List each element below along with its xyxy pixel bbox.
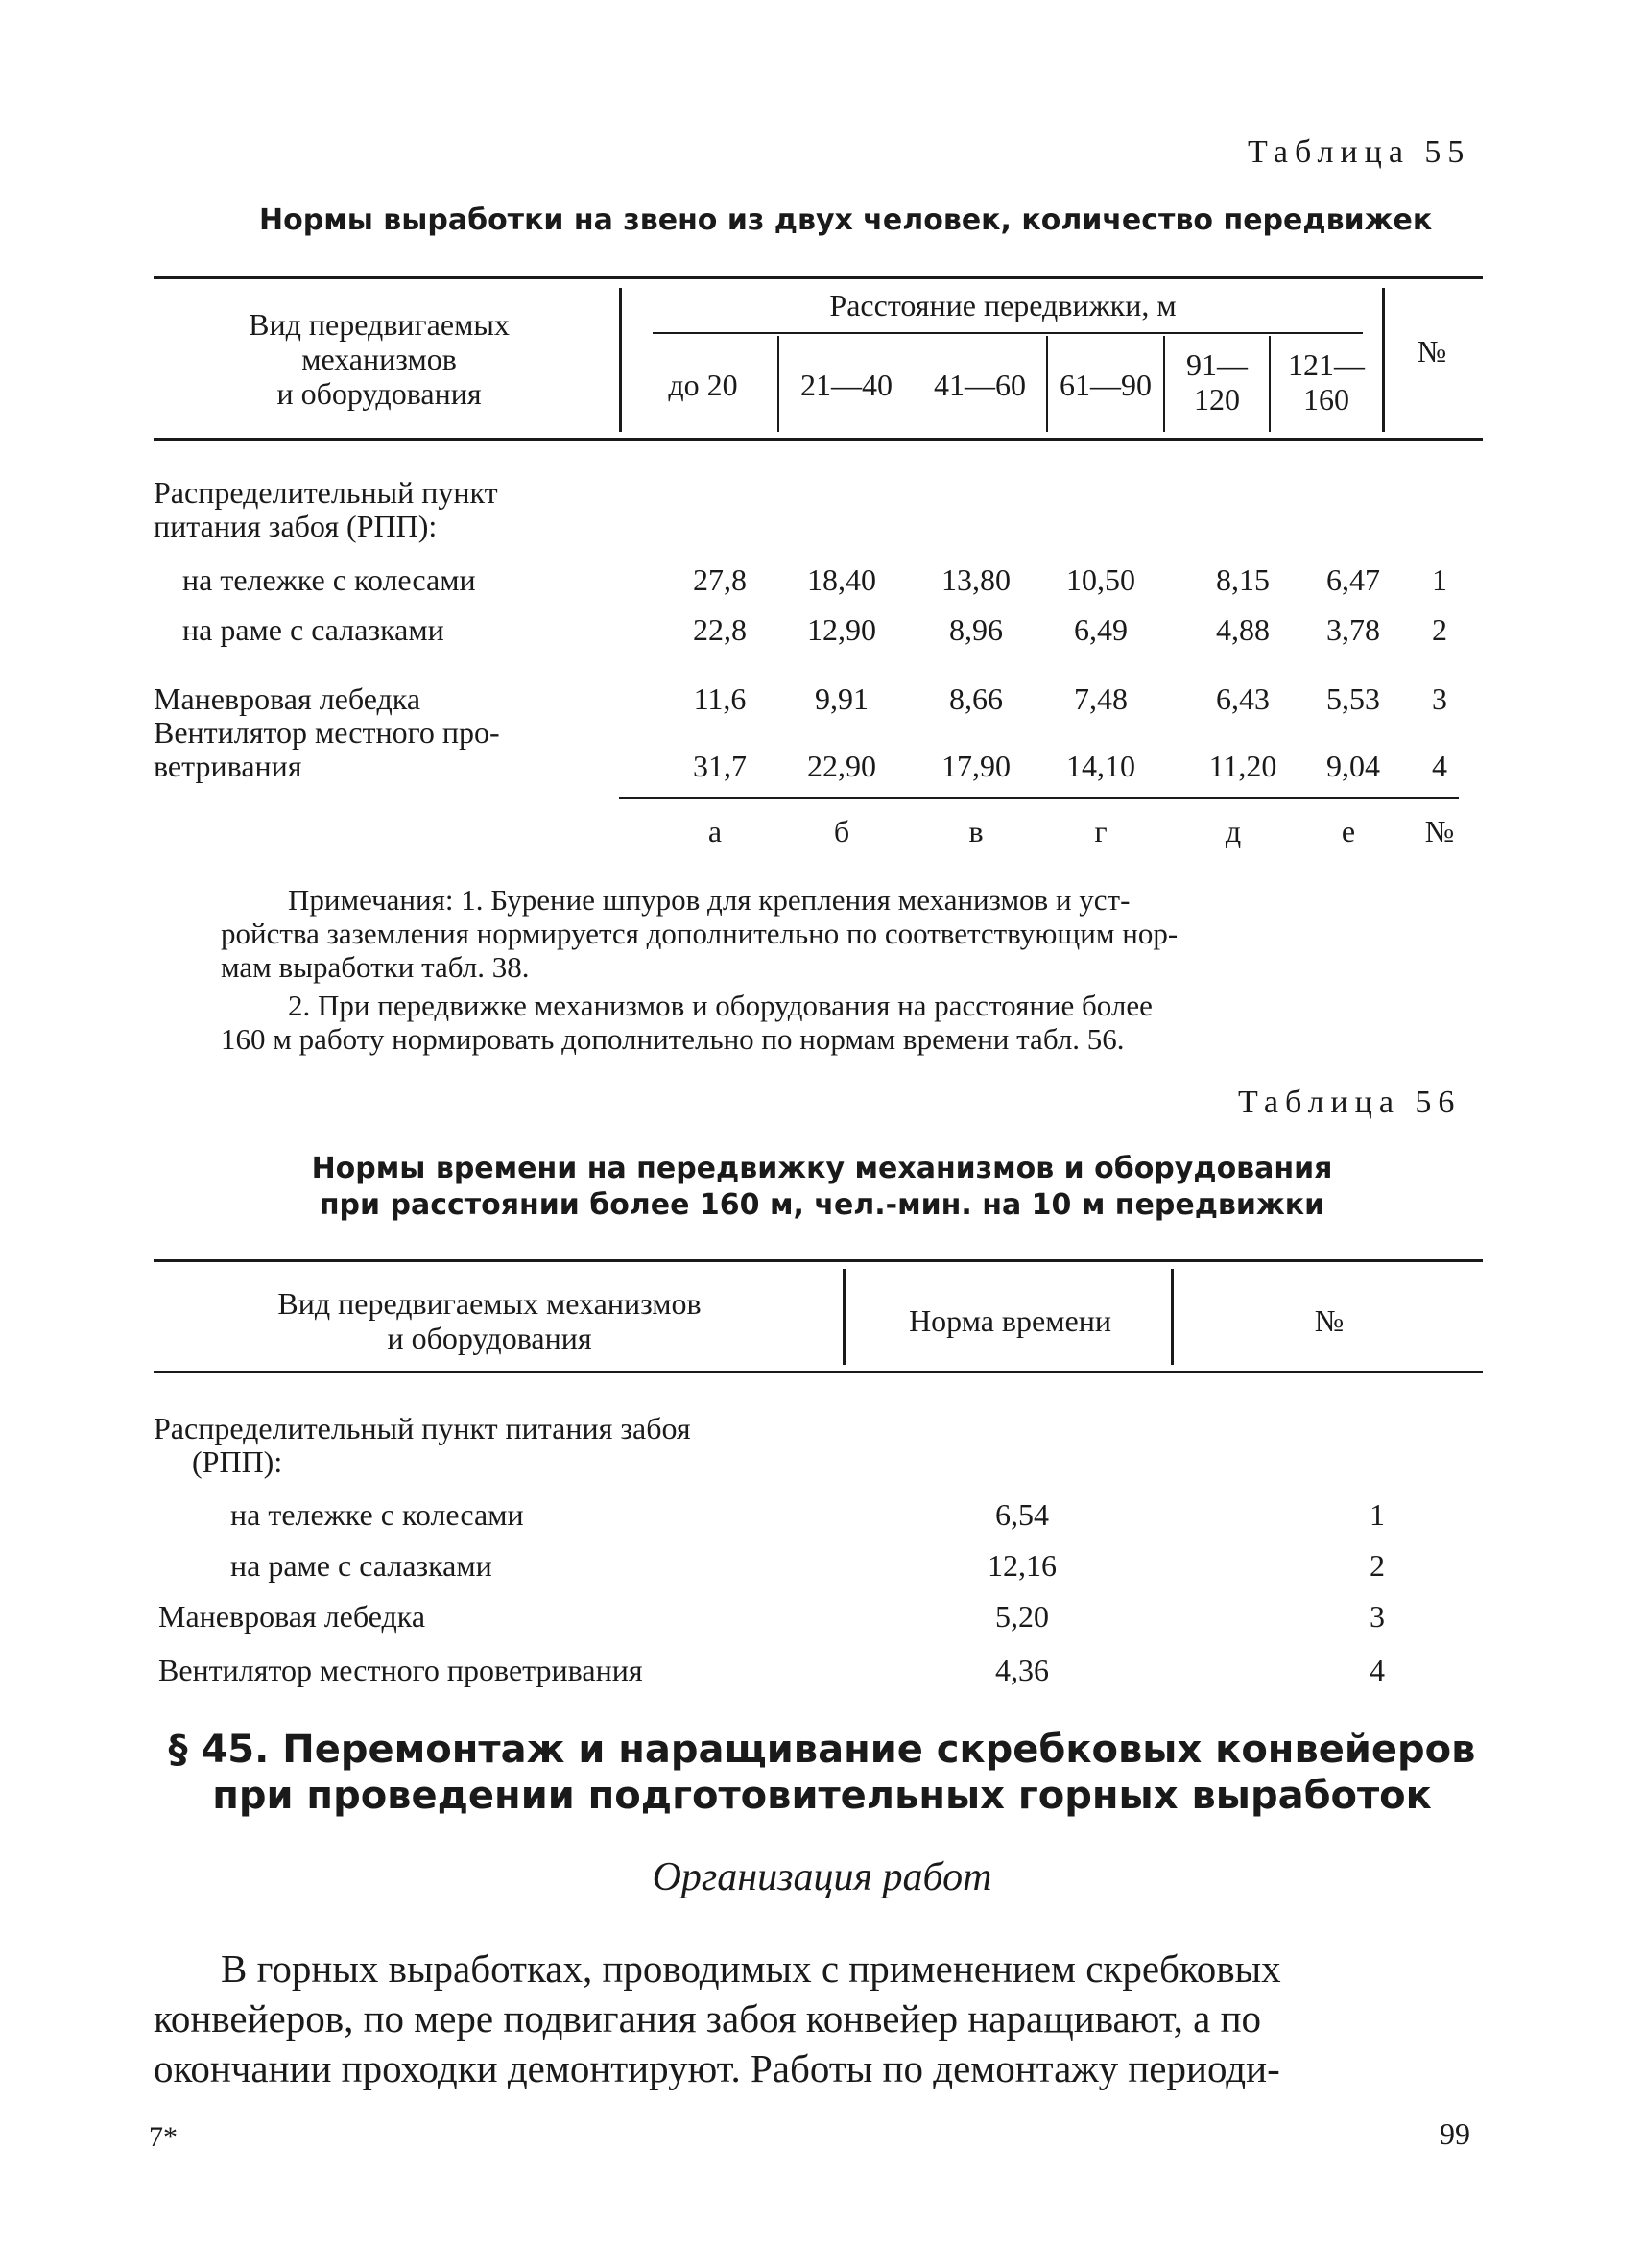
- table-55-cell: 22,8: [693, 612, 747, 647]
- table-56-no-header: №: [1314, 1303, 1345, 1338]
- table-55-distance-header: Расстояние передвижки, м: [829, 288, 1177, 322]
- table-55-footer-label: г: [1094, 814, 1108, 848]
- table-56-cell-no: 3: [1370, 1599, 1385, 1634]
- table-55-cell-no: 4: [1432, 749, 1447, 783]
- table-55-cell: 10,50: [1066, 562, 1135, 597]
- notes-line: мам выработки табл. 38.: [221, 950, 530, 984]
- notes-line: 160 м работу нормировать дополнительно по нормам времени табл. 56.: [221, 1022, 1125, 1056]
- table-56-cell-no: 1: [1370, 1497, 1385, 1532]
- table-55-footer-label: №: [1424, 814, 1455, 848]
- header-line: 160: [1303, 382, 1349, 417]
- table-56-title-line1: Нормы времени на передвижку механизмов и оборудования: [311, 1152, 1333, 1185]
- table-55-row-label: Маневровая лебедка: [154, 681, 421, 716]
- table-55-footer-label: е: [1341, 814, 1356, 848]
- header-line: и оборудования: [387, 1321, 592, 1355]
- table-55-row-label: на раме с салазками: [182, 612, 444, 647]
- notes-line: ройства заземления нормируется дополнительно по соответствующим нор-: [221, 917, 1179, 950]
- table-56-group-label: Распределительный пункт питания забоя: [154, 1411, 691, 1445]
- header-line: и оборудования: [276, 376, 482, 411]
- table-56-top-rule: [154, 1259, 1483, 1262]
- table-55-cell: 6,47: [1326, 562, 1380, 597]
- table-55-cell: 4,88: [1216, 612, 1270, 647]
- table-56-cell: 6,54: [995, 1497, 1049, 1532]
- section-subtitle: Организация работ: [652, 1855, 992, 1899]
- table-55-cell: 17,90: [941, 749, 1011, 783]
- table-56-cell: 4,36: [995, 1653, 1049, 1687]
- table-56-vrule: [843, 1269, 846, 1365]
- table-55-caption: Таблица 55: [1248, 134, 1471, 170]
- table-55-footer-rule: [619, 797, 1459, 799]
- table-55-cell: 11,6: [693, 681, 747, 716]
- paragraph-line: окончании проходки демонтируют. Работы по демонтажу периоди-: [154, 2046, 1280, 2090]
- table-55-row-label: Вентилятор местного про-: [154, 715, 500, 750]
- table-55-cell-no: 3: [1432, 681, 1447, 716]
- notes-line: 2. При передвижке механизмов и оборудования на расстояние более: [288, 989, 1153, 1022]
- table-55-footer-label: в: [968, 814, 984, 848]
- table-55-col-a: до 20: [668, 368, 738, 402]
- table-56-kind-header: [154, 1286, 825, 1355]
- table-55-cell: 8,66: [949, 681, 1003, 716]
- header-line: Вид передвигаемых: [249, 307, 510, 342]
- table-55-kind-header: [154, 307, 605, 411]
- table-55-group-label: питания забоя (РПП):: [154, 509, 438, 543]
- table-56-row-label: Вентилятор местного проветривания: [158, 1653, 643, 1687]
- header-line: механизмов: [301, 342, 457, 376]
- table-55-cell: 8,15: [1216, 562, 1270, 597]
- table-55-cell: 18,40: [807, 562, 876, 597]
- table-55-cell: 6,43: [1216, 681, 1270, 716]
- table-56-row-label: на раме с салазками: [230, 1548, 492, 1583]
- table-55-cell: 3,78: [1326, 612, 1380, 647]
- header-line: 121—: [1288, 347, 1365, 382]
- table-55-vrule: [619, 288, 622, 432]
- table-55-cell: 31,7: [693, 749, 747, 783]
- table-56-vrule: [1171, 1269, 1174, 1365]
- table-55-footer-label: б: [833, 814, 850, 848]
- page-number: 99: [1440, 2116, 1470, 2151]
- table-56-cell: 12,16: [988, 1548, 1057, 1583]
- table-55-cell: 9,91: [815, 681, 869, 716]
- table-55-cell: 13,80: [941, 562, 1011, 597]
- table-56-row-label: на тележке с колесами: [230, 1497, 524, 1532]
- table-55-footer-label: д: [1225, 814, 1242, 848]
- table-55-header-rule: [154, 438, 1483, 441]
- table-55-cell-no: 1: [1432, 562, 1447, 597]
- table-55-row-label: на тележке с колесами: [182, 562, 476, 597]
- paragraph-line: конвейеров, по мере подвигания забоя конвейер наращивают, а по: [154, 1996, 1262, 2041]
- table-55-top-rule: [154, 276, 1483, 279]
- table-55-cell: 12,90: [807, 612, 876, 647]
- table-55-cell: 14,10: [1066, 749, 1135, 783]
- table-56-cell-no: 4: [1370, 1653, 1385, 1687]
- table-55-cell-no: 2: [1432, 612, 1447, 647]
- table-55-group-label: Распределительный пункт: [154, 475, 498, 510]
- table-55-cell: 9,04: [1326, 749, 1380, 783]
- table-55-distance-rule: [653, 332, 1363, 334]
- table-55-col-c: 41—60: [934, 368, 1026, 402]
- table-56-norm-header: Норма времени: [909, 1303, 1111, 1338]
- signature-mark: 7*: [149, 2121, 178, 2153]
- table-55-cell: 8,96: [949, 612, 1003, 647]
- paragraph-line: В горных выработках, проводимых с применением скребковых: [221, 1946, 1281, 1991]
- table-56-cell: 5,20: [995, 1599, 1049, 1634]
- header-line: 120: [1194, 382, 1240, 417]
- table-55-cell: 11,20: [1208, 749, 1277, 783]
- table-55-cell: 22,90: [807, 749, 876, 783]
- table-55-col-d: 61—90: [1060, 368, 1152, 402]
- table-55-cell: 27,8: [693, 562, 747, 597]
- notes-line: Примечания: 1. Бурение шпуров для крепления механизмов и уст-: [288, 883, 1131, 917]
- table-55-col-e: [1165, 347, 1269, 417]
- table-55-cell: 7,48: [1074, 681, 1128, 716]
- table-55-title: Нормы выработки на звено из двух человек, количество передвижек: [259, 203, 1433, 237]
- table-55-row-label: ветривания: [154, 749, 302, 783]
- header-line: Вид передвигаемых механизмов: [277, 1286, 702, 1321]
- header-line: 91—: [1186, 347, 1248, 382]
- table-55-cell: 5,53: [1326, 681, 1380, 716]
- table-56-group-label: (РПП):: [192, 1444, 283, 1479]
- table-56-title-line2: при расстоянии более 160 м, чел.-мин. на 10 м передвижки: [319, 1188, 1325, 1222]
- table-56-cell-no: 2: [1370, 1548, 1385, 1583]
- table-55-col-f: [1271, 347, 1382, 417]
- section-heading-line2: при проведении подготовительных горных выработок: [212, 1774, 1432, 1818]
- table-55-col-b: 21—40: [800, 368, 893, 402]
- table-55-footer-label: а: [707, 814, 723, 848]
- table-56-row-label: Маневровая лебедка: [158, 1599, 426, 1634]
- table-56-header-rule: [154, 1371, 1483, 1373]
- table-56-caption: Таблица 56: [1238, 1085, 1462, 1120]
- table-55-cell: 6,49: [1074, 612, 1128, 647]
- section-heading-line1: § 45. Перемонтаж и наращивание скребковых конвейеров: [168, 1728, 1476, 1772]
- table-55-no-header: №: [1417, 334, 1447, 369]
